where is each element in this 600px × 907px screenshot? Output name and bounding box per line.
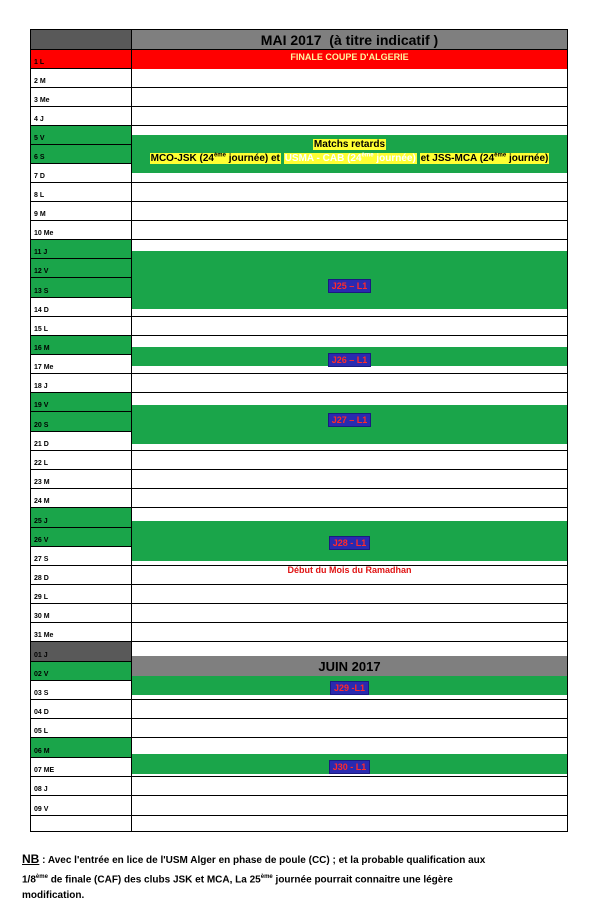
- day-cell: [31, 777, 131, 795]
- calendar-table: [30, 29, 568, 832]
- day-label: 2 M: [34, 78, 46, 85]
- day-row: [31, 700, 567, 719]
- day-label: 13 S: [34, 288, 49, 295]
- day-label: 16 M: [34, 345, 50, 352]
- month-title: MAI 2017: [260, 32, 322, 48]
- day-cell: [31, 470, 131, 488]
- day-label: 29 L: [34, 594, 49, 601]
- day-label: 27 S: [34, 556, 49, 563]
- day-cell: [31, 412, 131, 431]
- day-row: [31, 489, 567, 508]
- day-cell: [31, 432, 131, 450]
- day-cell: [31, 336, 131, 354]
- ramadhan-label: Début du Mois du Ramadhan: [287, 565, 412, 575]
- header-left-cell: [31, 30, 131, 50]
- day-row: [31, 623, 567, 642]
- day-label: 05 L: [34, 728, 49, 735]
- day-row: [31, 69, 567, 88]
- column-divider: [131, 30, 132, 831]
- day-label: 28 D: [34, 575, 49, 582]
- day-label: 5 V: [34, 135, 45, 142]
- day-label: 14 D: [34, 307, 49, 314]
- day-label: 04 D: [34, 709, 49, 716]
- day-label: 06 M: [34, 748, 50, 755]
- day-cell: [31, 69, 131, 87]
- juin-title: JUIN 2017: [318, 659, 381, 674]
- day-cell: [31, 240, 131, 258]
- month-subtitle: (à titre indicatif ): [329, 32, 439, 48]
- day-label: 3 Me: [34, 97, 50, 104]
- day-label: 10 Me: [34, 230, 54, 237]
- day-label: 25 J: [34, 518, 48, 525]
- day-cell: [31, 164, 131, 182]
- event-ramadhan: [132, 561, 567, 580]
- note-line1: : Avec l'entrée en lice de l'USM Alger en phase de poule (CC) ; et la probable qualification aux: [42, 855, 486, 866]
- day-cell: [31, 145, 131, 163]
- day-label: 12 V: [34, 268, 49, 275]
- day-row: [31, 604, 567, 623]
- day-cell: [31, 317, 131, 335]
- day-label: 17 Me: [34, 364, 54, 371]
- day-row: [31, 202, 567, 221]
- day-cell: [31, 758, 131, 776]
- day-row: [31, 796, 567, 816]
- day-label: 1 L: [34, 59, 45, 66]
- note-line3: modification.: [22, 890, 85, 902]
- day-label: 20 S: [34, 422, 49, 429]
- day-cell: [31, 88, 131, 106]
- j28-tag: J28 - L1: [329, 536, 371, 550]
- day-row: [31, 374, 567, 393]
- day-cell: [31, 700, 131, 718]
- day-cell: [31, 623, 131, 641]
- day-cell: [31, 489, 131, 507]
- footnote: NB : Avec l'entrée en lice de l'USM Alger en phase de poule (CC) ; et la probable qualification aux 1/8ème de finale (CAF) des clubs JSK et MCA, La 25ème journée pourrait connaitre une légère modification.: [22, 852, 486, 902]
- finale-label: FINALE COUPE D'ALGERIE: [290, 52, 409, 62]
- day-label: 21 D: [34, 441, 49, 448]
- day-row: [31, 88, 567, 107]
- day-cell: [31, 221, 131, 239]
- day-cell: [31, 259, 131, 277]
- day-cell: [31, 126, 131, 144]
- day-label: 7 D: [34, 173, 45, 180]
- day-cell: [31, 585, 131, 603]
- day-cell: [31, 202, 131, 220]
- day-row: [31, 221, 567, 240]
- day-row: [31, 317, 567, 336]
- day-cell: [31, 796, 131, 815]
- day-label: 01 J: [34, 652, 48, 659]
- note-line2: de finale (CAF) des clubs JSK et MCA, La 25: [50, 874, 261, 886]
- day-cell: [31, 298, 131, 316]
- juin-header: [132, 656, 567, 676]
- j29-tag: J29 -L1: [330, 681, 369, 695]
- day-label: 31 Me: [34, 632, 54, 639]
- day-cell: [31, 50, 131, 68]
- event-finale: [132, 50, 567, 69]
- day-cell: [31, 547, 131, 565]
- day-label: 02 V: [34, 671, 49, 678]
- j27-tag: J27 – L1: [328, 413, 372, 427]
- day-row: [31, 585, 567, 604]
- day-row: [31, 470, 567, 489]
- day-label: 9 M: [34, 211, 46, 218]
- day-cell: [31, 681, 131, 699]
- day-cell: [31, 183, 131, 201]
- day-label: 22 L: [34, 460, 49, 467]
- event-j27: [132, 405, 567, 444]
- day-cell: [31, 278, 131, 297]
- day-cell: [31, 604, 131, 622]
- event-j28: [132, 521, 567, 561]
- retards-title: Matchs retards: [313, 139, 386, 150]
- day-label: 8 L: [34, 192, 45, 199]
- day-cell: [31, 355, 131, 373]
- day-label: 15 L: [34, 326, 49, 333]
- day-label: 11 J: [34, 249, 48, 256]
- j30-tag: J30 - L1: [329, 760, 371, 774]
- day-label: 08 J: [34, 786, 48, 793]
- day-label: 18 J: [34, 383, 48, 390]
- event-j30: [132, 754, 567, 774]
- day-cell: [31, 508, 131, 527]
- day-cell: [31, 374, 131, 392]
- j25-tag: J25 – L1: [328, 279, 372, 293]
- day-row: [31, 183, 567, 202]
- day-label: 24 M: [34, 498, 50, 505]
- event-matchs-retards: [132, 135, 567, 173]
- day-cell: [31, 393, 131, 411]
- day-label: 30 M: [34, 613, 50, 620]
- day-row: [31, 107, 567, 126]
- day-cell: [31, 642, 131, 661]
- day-label: 23 M: [34, 479, 50, 486]
- day-label: 19 V: [34, 402, 49, 409]
- day-label: 6 S: [34, 154, 45, 161]
- day-label: 26 V: [34, 537, 49, 544]
- day-cell: [31, 528, 131, 546]
- retards-matches: MCO-JSK (24ème journée) et USMA - CAB (24ème journée) et JSS-MCA (24ème journée): [150, 153, 549, 165]
- j26-tag: J26 – L1: [328, 353, 372, 367]
- day-label: 09 V: [34, 806, 49, 813]
- day-cell: [31, 662, 131, 680]
- day-cell: [31, 566, 131, 584]
- event-j25: [132, 251, 567, 309]
- nb-label: NB: [22, 852, 40, 866]
- month-header: [132, 30, 567, 50]
- day-label: 4 J: [34, 116, 44, 123]
- day-row: [31, 719, 567, 738]
- event-j26: [132, 347, 567, 366]
- day-label: 03 S: [34, 690, 49, 697]
- day-cell: [31, 738, 131, 757]
- day-cell: [31, 107, 131, 125]
- event-j29: [132, 676, 567, 695]
- day-label: 07 ME: [34, 767, 55, 774]
- day-row: [31, 451, 567, 470]
- day-cell: [31, 451, 131, 469]
- day-cell: [31, 719, 131, 737]
- day-row: [31, 777, 567, 796]
